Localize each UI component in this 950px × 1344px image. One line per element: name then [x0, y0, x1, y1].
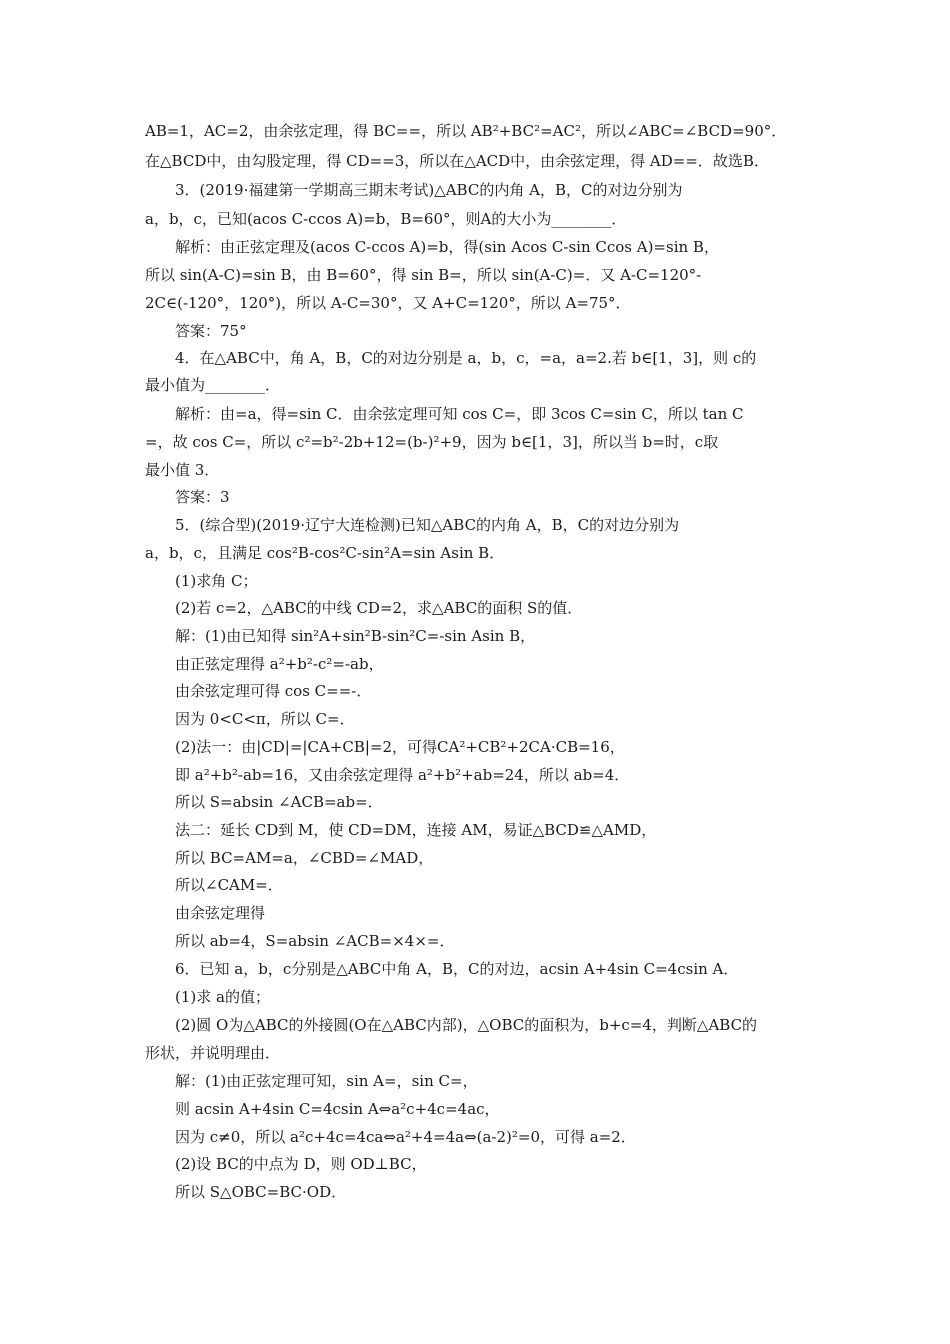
text-line: 所以 S△OBC=BC·OD．	[175, 1183, 347, 1201]
text-line: (2)设 BC的中点为 D，则 OD⊥BC，	[175, 1155, 427, 1173]
answer-line: 答案：3	[175, 488, 230, 506]
text-line: a，b，c，且满足 cos²B-cos²C-sin²A=sin Asin B．	[145, 544, 505, 562]
text-line: AB=1，AC=2，由余弦定理，得 BC==，所以 AB²+BC²=AC²，所以∠ABC=∠BCD=90°．	[145, 122, 787, 140]
solution-label: 解：(1)由正弦定理可知，sin A=，sin C=，	[175, 1072, 478, 1090]
text-line: 2C∈(-120°，120°)，所以 A-C=30°，又 A+C=120°，所以 A=75°．	[145, 294, 631, 312]
problem-6-stem: 6．已知 a，b，c分别是△ABC中角 A，B，C的对边，acsin A+4sin C=4csin A．	[175, 960, 739, 978]
text-line: (2)若 c=2，△ABC的中线 CD=2，求△ABC的面积 S的值．	[175, 599, 583, 617]
text-line: 由余弦定理可得 cos C==-．	[175, 682, 372, 700]
solution-label: 解：(1)由已知得 sin²A+sin²B-sin²C=-sin Asin B，	[175, 627, 536, 645]
text-line: a，b，c，已知(acos C-ccos A)=b，B=60°，则A的大小为________．	[145, 210, 627, 228]
text-line: 因为 c≠0，所以 a²c+4c=4ca⇔a²+4=4a⇔(a-2)²=0，可得 a=2．	[175, 1128, 636, 1146]
solution-label: 解析：由正弦定理及(acos C-ccos A)=b，得(sin Acos C-sin Ccos A)=sin B，	[175, 238, 719, 256]
text-line: 则 acsin A+4sin C=4csin A⇔a²c+4c=4ac，	[175, 1100, 500, 1118]
text-line: 所以 S=absin ∠ACB=ab=．	[175, 793, 383, 811]
text-line: 最小值为________．	[145, 376, 281, 394]
text-line: 法二：延长 CD到 M，使 CD=DM，连接 AM，易证△BCD≌△AMD，	[175, 821, 657, 839]
text-line: (2)圆 O为△ABC的外接圆(O在△ABC内部)，△OBC的面积为，b+c=4，判断△ABC的	[175, 1016, 758, 1034]
text-line: 所以 BC=AM=a，∠CBD=∠MAD，	[175, 849, 434, 867]
text-line: (1)求 a的值；	[175, 988, 270, 1006]
text-line: 由余弦定理得	[175, 904, 266, 922]
text-line: (2)法一：由|CD|=|CA+CB|=2，可得CA²+CB²+2CA·CB=16，	[175, 738, 625, 756]
problem-5-stem: 5．(综合型)(2019·辽宁大连检测)已知△ABC的内角 A，B，C的对边分别为	[175, 516, 680, 534]
text-line: 在△BCD中，由勾股定理，得 CD==3，所以在△ACD中，由余弦定理，得 AD==．故选B．	[145, 152, 769, 170]
answer-line: 答案：75°	[175, 322, 247, 340]
text-line: 所以 sin(A-C)=sin B，由 B=60°，得 sin B=，所以 sin(A-C)=．又 A-C=120°-	[145, 266, 702, 284]
text-line: 最小值 3．	[145, 461, 220, 479]
text-line: (1)求角 C；	[175, 572, 258, 590]
text-line: 所以∠CAM=．	[175, 876, 283, 894]
problem-4-stem: 4．在△ABC中，角 A，B，C的对边分别是 a，b，c，=a，a=2.若 b∈[1，3]，则 c的	[175, 349, 757, 367]
text-line: 因为 0<C<π，所以 C=．	[175, 710, 355, 728]
text-line: =，故 cos C=，所以 c²=b²-2b+12=(b-)²+9，因为 b∈[1，3]，所以当 b=时，c取	[145, 433, 719, 451]
text-line: 形状，并说明理由．	[145, 1044, 281, 1062]
text-line: 由正弦定理得 a²+b²-c²=-ab，	[175, 655, 384, 673]
text-line: 所以 ab=4，S=absin ∠ACB=×4×=．	[175, 932, 455, 950]
solution-label: 解析：由=a，得=sin C．由余弦定理可知 cos C=，即 3cos C=sin C，所以 tan C	[175, 405, 744, 423]
problem-3-stem: 3．(2019·福建第一学期高三期末考试)△ABC的内角 A，B，C的对边分别为	[175, 181, 683, 199]
text-line: 即 a²+b²-ab=16，又由余弦定理得 a²+b²+ab=24，所以 ab=4．	[175, 766, 630, 784]
